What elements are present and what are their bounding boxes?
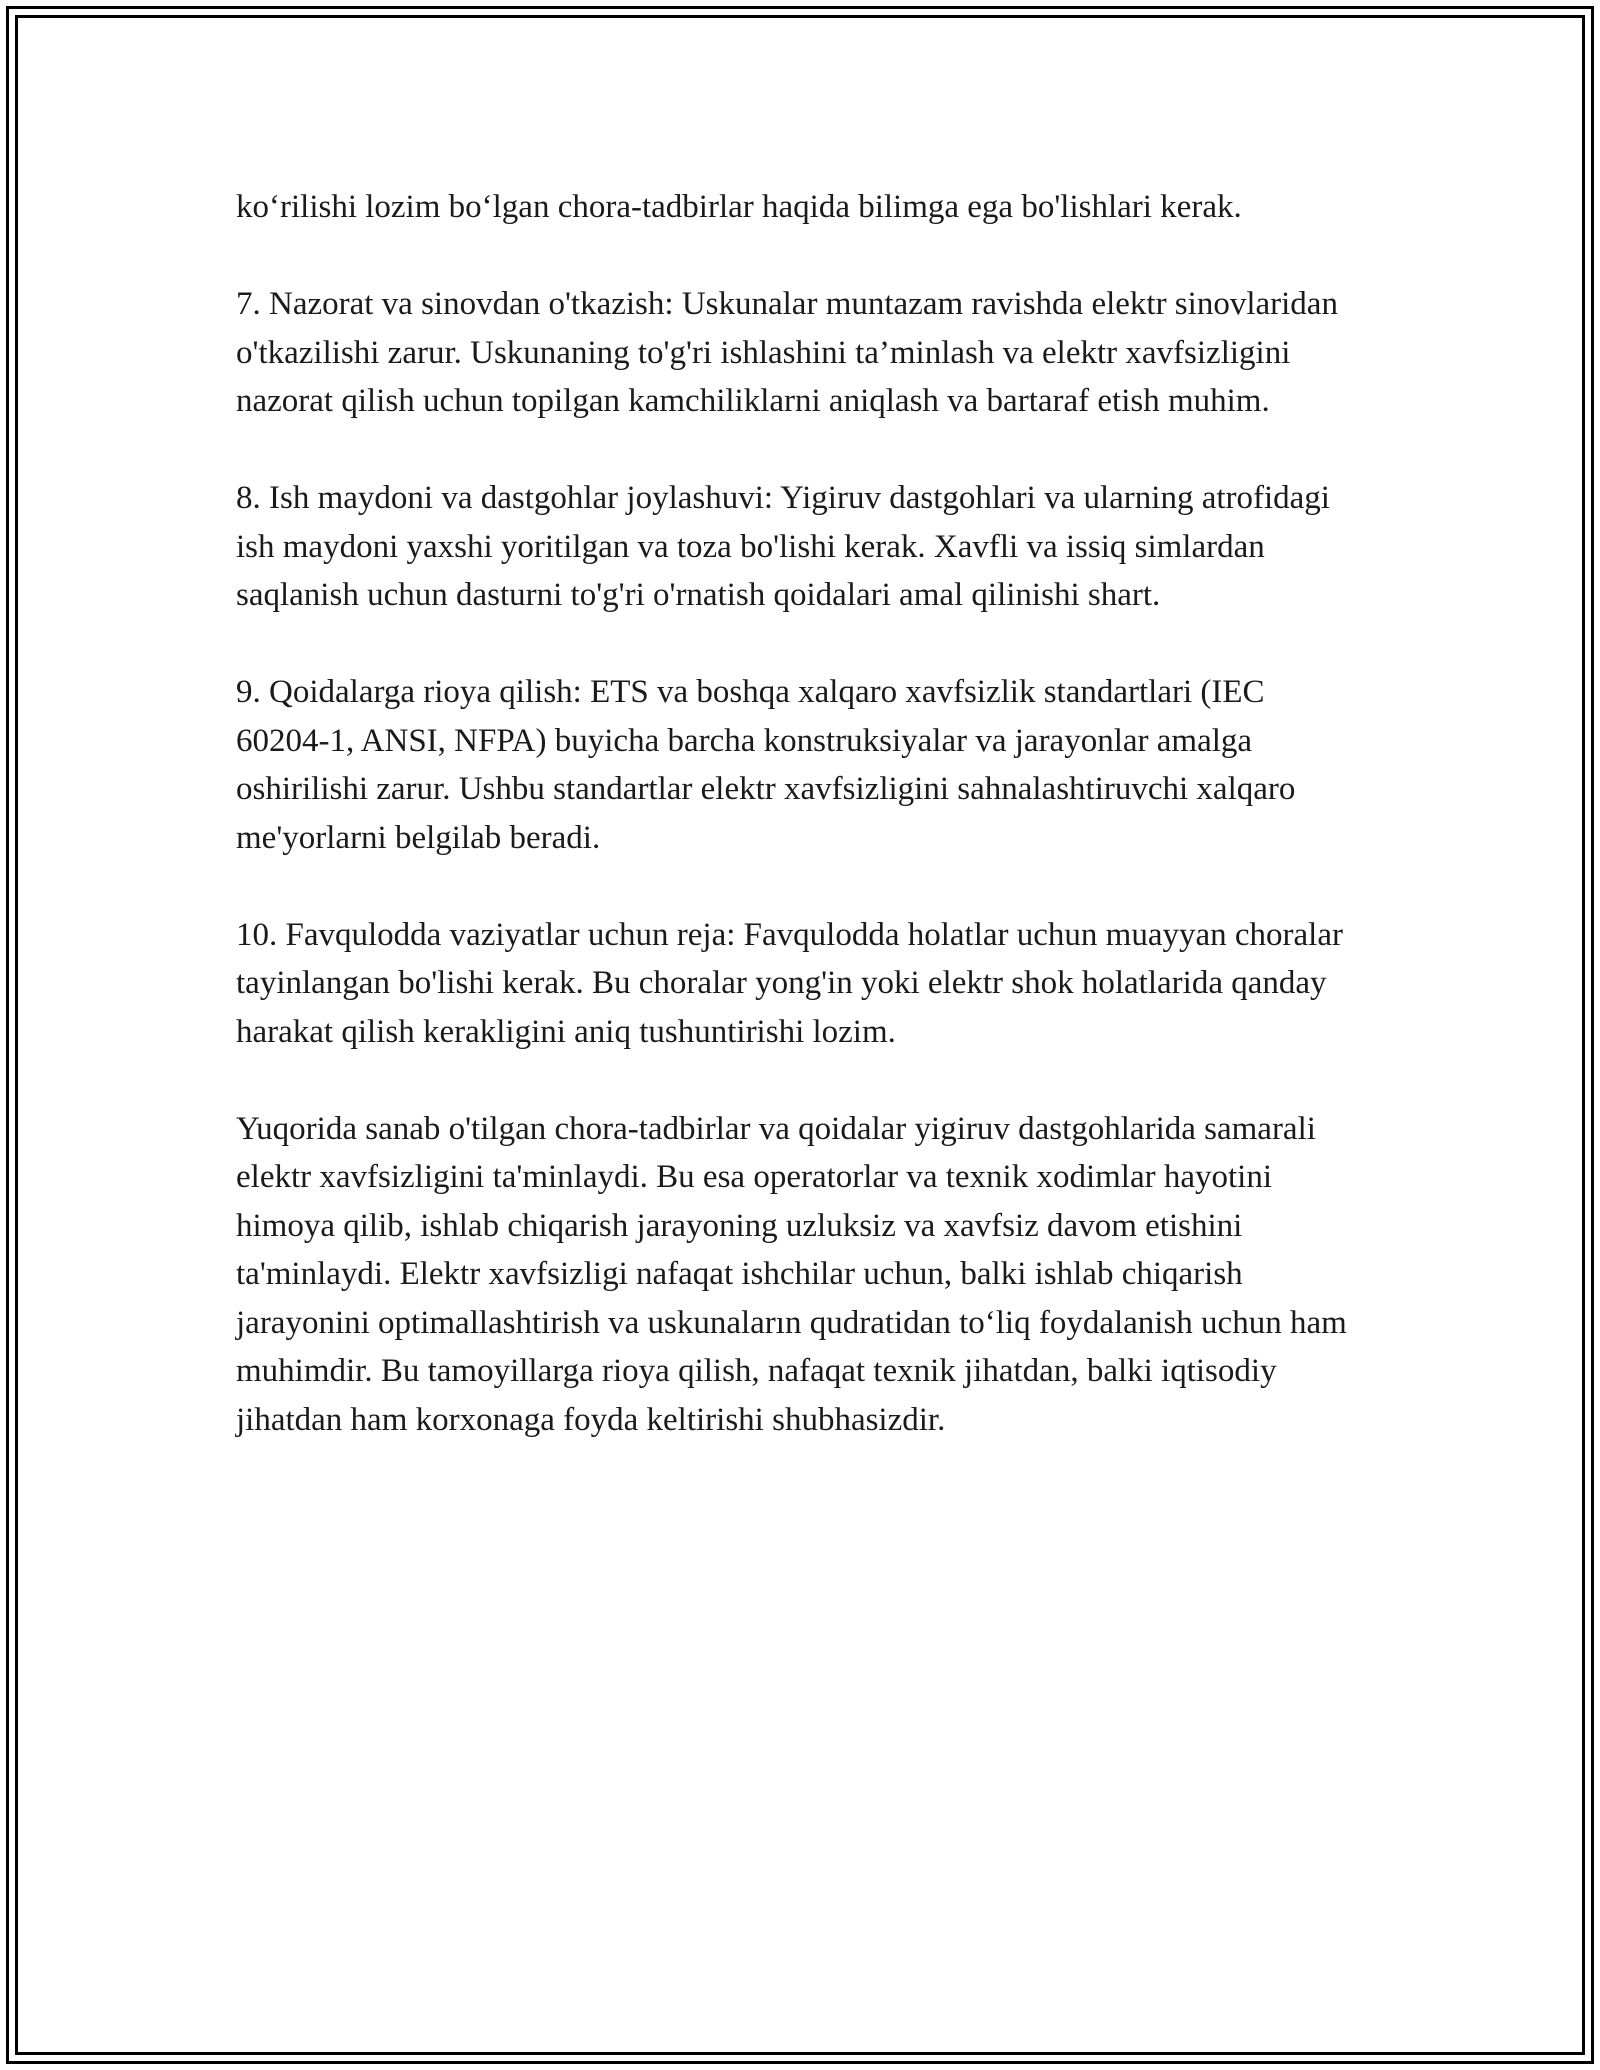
paragraph-item-9: 9. Qoidalarga rioya qilish: ETS va boshqa xalqaro xavfsizlik standartlari (IEC 60204-1, ANSI, NFPA) buyicha barcha konstruksiyalar va jarayonlar amalga oshirilishi zarur. Ushbu standartlar elektr xavfsizligini sahnalashtiruvchi xalqaro me'yorlarni belgilab beradi.	[236, 674, 1296, 856]
paragraph-item-10: 10. Favqulodda vaziyatlar uchun reja: Favqulodda holatlar uchun muayyan choralar tayinlangan bo'lishi kerak. Bu choralar yong'in yoki elektr shok holatlarida qanday harakat qilish kerakligini aniq tushuntirishi lozim.	[236, 916, 1343, 1050]
paragraph-item-8: 8. Ish maydoni va dastgohlar joylashuvi: Yigiruv dastgohlari va ularning atrofidagi ish maydoni yaxshi yoritilgan va toza bo'lishi kerak. Xavfli va issiq simlardan saqlanish uchun dasturni to'g'ri o'rnatish qoidalari amal qilinishi shart.	[236, 480, 1330, 613]
paragraph-conclusion: Yuqorida sanab o'tilgan chora-tadbirlar va qoidalar yigiruv dastgohlarida samarali elektr xavfsizligini ta'minlaydi. Bu esa operatorlar va texnik xodimlar hayotini himoya qilib, ishlab chiqarish jarayoning uzluksiz va xavfsiz davom etishini ta'minlaydi. Elektr xavfsizligi nafaqat ishchilar uchun, balki ishlab chiqarish jarayonini optimallashtirish va uskunaların qudratidan to‘liq foydalanish uchun ham muhimdir. Bu tamoyillarga rioya qilish, nafaqat texnik jihatdan, balki iqtisodiy jihatdan ham korxonaga foyda keltirishi shubhasizdir.	[236, 1110, 1347, 1438]
paragraph-item-7: 7. Nazorat va sinovdan o'tkazish: Uskunalar muntazam ravishda elektr sinovlaridan o'tkazilishi zarur. Uskunaning to'g'ri ishlashini ta’minlash va elektr xavfsizligini nazorat qilish uchun topilgan kamchiliklarni aniqlash va bartaraf etish muhim.	[236, 286, 1338, 419]
document-body	[236, 183, 1366, 1493]
paragraph-continuation: ko‘rilishi lozim bo‘lgan chora-tadbirlar haqida bilimga ega bo'lishlari kerak.	[236, 189, 1242, 225]
